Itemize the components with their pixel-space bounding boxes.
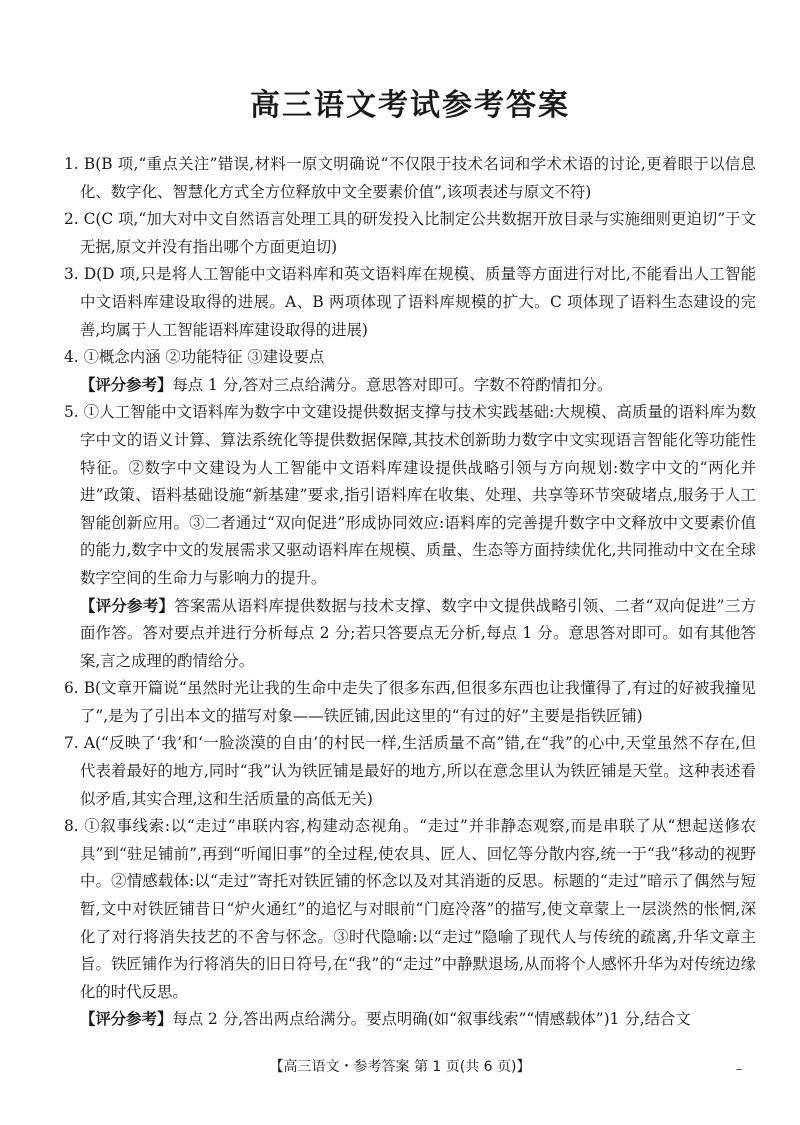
answer-item: 4. ①概念内涵 ②功能特征 ③建设要点	[64, 348, 325, 367]
answer-item: 2. C(C 项,“加大对中文自然语言处理工具的研发投入比制定公共数据开放目录与实施细则更迫切”于文无据,原文并没有指出哪个方面更迫切)	[64, 210, 756, 256]
scoring-note	[64, 372, 756, 400]
page-footer: 【高三语文・参考答案 第 1 页(共 6 页)】	[269, 1059, 531, 1075]
scoring-label: 【评分参考】	[80, 1010, 173, 1029]
scoring-text: 每点 2 分,答出两点给满分。要点明确(如“叙事线索”“情感载体”)1 分,结合文	[172, 1010, 691, 1029]
answer-item: 8. ①叙事线索:以“走过”串联内容,构建动态视角。“走过”并非静态观察,而是串联了从“想起送修农具”到“驻足铺前”,再到“听闻旧事”的全过程,使农具、匠人、回忆等分散内容,统一于“我”移动的视野中。②情感载体:以“走过”寄托对铁匠铺的怀念以及对其消逝的反思。标题的“走过”暗示了偶然与短暂,文中对铁匠铺昔日“炉火通红”的追忆与对眼前“门庭冷落”的描写,使文章蒙上一层淡然的怅惘,深化了对行将消失技艺的不舍与怀念。③时代隐喻:以“走过”隐喻了现代人与传统的疏离,升华文章主旨。铁匠铺作为行将消失的旧日符号,在“我”的“走过”中静默退场,从而将个人感怀升华为对传统边缘化的时代反思。	[64, 817, 756, 1001]
scoring-text: 答案需从语料库提供数据与技术支撑、数字中文提供战略引领、二者“双向促进”三方面作答。答对要点并进行分析每点 2 分;若只答要点无分析,每点 1 分。意思答对即可。如有其他答案,言之成理的酌情给分。	[80, 596, 756, 670]
answer-item: 3. D(D 项,只是将人工智能中文语料库和英文语料库在规模、质量等方面进行对比,不能看出人工智能中文语料库建设取得的进展。A、B 两项体现了语料库规模的扩大。C 项体现了语料生态建设的完善,均属于人工智能语料库建设取得的进展)	[64, 265, 756, 339]
answer-item: 7. A(“反映了‘我’和‘一脸淡漠的自由’的村民一样,生活质量不高”错,在“我”的心中,天堂虽然不存在,但代表着最好的地方,同时“我”认为铁匠铺是最好的地方,所以在意念里认为铁匠铺是天堂。这种表述看似矛盾,其实合理,这和生活质量的高低无关)	[64, 734, 756, 808]
page-title: 高三语文考试参考答案	[250, 88, 570, 123]
scoring-note	[64, 593, 756, 676]
scoring-label: 【评分参考】	[80, 375, 173, 394]
answer-item: 6. B(文章开篇说“虽然时光让我的生命中走失了很多东西,但很多东西也让我懂得了,有过的好被我撞见了”,是为了引出本文的描写对象——铁匠铺,因此这里的“有过的好”主要是指铁匠铺)	[64, 679, 756, 725]
answer-item: 1. B(B 项,“重点关注”错误,材料一原文明确说“不仅限于技术名词和学术术语的讨论,更着眼于以信息化、数字化、智慧化方式全方位释放中文全要素价值”,该项表述与原文不符)	[64, 155, 756, 201]
answer-item: 5. ①人工智能中文语料库为数字中文建设提供数据支撑与技术实践基础:大规模、高质量的语料库为数字中文的语义计算、算法系统化等提供数据保障,其技术创新助力数字中文实现语言智能化等功能性特征。②数字中文建设为人工智能中文语料库建设提供战略引领与方向规划:数字中文的“两化并进”政策、语料基础设施“新基建”要求,指引语料库在收集、处理、共享等环节突破堵点,服务于人工智能创新应用。③二者通过“双向促进”形成协同效应:语料库的完善提升数字中文释放中文要素价值的能力,数字中文的发展需求又驱动语料库在规模、质量、生态等方面持续优化,共同推动中文在全球数字空间的生命力与影响力的提升。	[64, 403, 756, 587]
scoring-label: 【评分参考】	[80, 596, 175, 615]
corner-mark: –	[736, 1062, 742, 1076]
scoring-text: 每点 1 分,答对三点给满分。意思答对即可。字数不符酌情扣分。	[172, 375, 613, 394]
scoring-note	[64, 1006, 756, 1034]
answer-list	[64, 151, 756, 1034]
